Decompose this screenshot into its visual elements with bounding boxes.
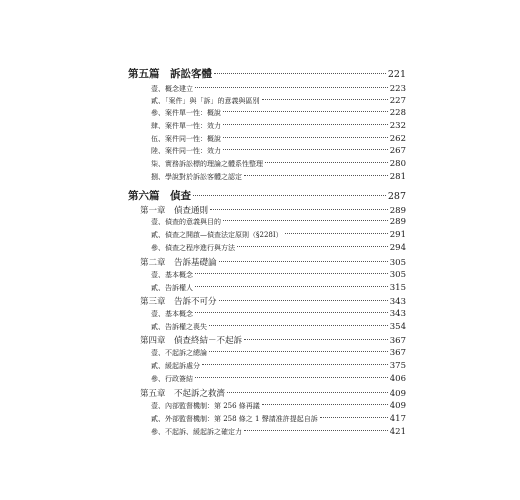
toc-page-number: 305 bbox=[389, 258, 406, 268]
dot-leader bbox=[227, 392, 388, 393]
toc-section-title: 貳、告訴權人 bbox=[151, 284, 193, 292]
dot-leader bbox=[244, 175, 388, 176]
toc-page-number: 267 bbox=[389, 146, 406, 156]
dot-leader bbox=[320, 417, 388, 418]
toc-section-title: 參、案件單一性：概說 bbox=[151, 109, 221, 117]
toc-section-title: 參、偵查之程序進行與方法 bbox=[151, 244, 235, 252]
toc-page-number: 406 bbox=[389, 374, 406, 384]
toc-page-number: 223 bbox=[389, 84, 406, 94]
dot-leader bbox=[195, 377, 388, 378]
toc-section-title: 貳、外部監督機制：第 258 條之 1 聲請准許提起自訴 bbox=[151, 415, 318, 423]
toc-section-title: 貳、「案件」與「訴」的意義與區別 bbox=[151, 97, 260, 105]
toc-page-number: 289 bbox=[389, 217, 406, 227]
dot-leader bbox=[219, 300, 388, 301]
toc-section-title: 貳、緩起訴處分 bbox=[151, 362, 200, 370]
toc-section-item[interactable] bbox=[151, 230, 406, 240]
dot-leader bbox=[210, 209, 388, 210]
toc-section-item[interactable] bbox=[151, 427, 406, 437]
toc-chapter-heading[interactable] bbox=[140, 256, 406, 268]
toc-page-number: 227 bbox=[389, 96, 406, 106]
toc-section-item[interactable] bbox=[151, 401, 406, 411]
toc-section-title: 貳、偵查之開啟—偵查法定原則（§228Ⅰ） bbox=[151, 231, 283, 239]
toc-section-title: 陸、案件同一性：效力 bbox=[151, 147, 221, 155]
toc-page-number: 305 bbox=[389, 270, 406, 280]
toc-part-title: 第五篇 訴訟客體 bbox=[128, 68, 212, 80]
toc-page-number: 232 bbox=[389, 121, 406, 131]
toc-section-title: 壹、概念建立 bbox=[151, 85, 193, 93]
toc-section-item[interactable] bbox=[151, 283, 406, 293]
toc-part-title: 第六篇 偵查 bbox=[128, 190, 191, 202]
toc-section-item[interactable] bbox=[151, 146, 406, 156]
toc-section-item[interactable] bbox=[151, 84, 406, 94]
toc-page-number: 294 bbox=[389, 243, 406, 253]
dot-leader bbox=[219, 261, 388, 262]
toc-page-number: 367 bbox=[389, 348, 406, 358]
toc-section-item[interactable] bbox=[151, 322, 406, 332]
toc-page-number: 367 bbox=[389, 336, 406, 346]
toc-page-number: 421 bbox=[389, 427, 406, 437]
toc-chapter-title: 第四章 偵查終結－不起訴 bbox=[140, 336, 243, 346]
dot-leader bbox=[223, 149, 388, 150]
toc-chapter-title: 第五章 不起訴之救濟 bbox=[140, 389, 226, 399]
toc-section-title: 壹、內部監督機制：第 256 條再議 bbox=[151, 402, 260, 410]
toc-section-title: 伍、案件同一性：概說 bbox=[151, 135, 221, 143]
toc-page-number: 289 bbox=[389, 206, 406, 216]
toc-page-number: 375 bbox=[389, 361, 406, 371]
toc-chapter-heading[interactable] bbox=[140, 387, 406, 399]
toc-section-item[interactable] bbox=[151, 96, 406, 106]
toc-section-item[interactable] bbox=[151, 309, 406, 319]
dot-leader bbox=[223, 137, 388, 138]
toc-section-item[interactable] bbox=[151, 348, 406, 358]
dot-leader bbox=[195, 273, 388, 274]
toc-section-item[interactable] bbox=[151, 121, 406, 131]
dot-leader bbox=[262, 404, 388, 405]
toc-chapter-title: 第二章 告訴基礎論 bbox=[140, 258, 217, 268]
toc-page-number: 221 bbox=[387, 69, 406, 80]
toc-page-number: 409 bbox=[389, 389, 406, 399]
toc-page-number: 228 bbox=[389, 108, 406, 118]
toc-page-number: 291 bbox=[389, 230, 406, 240]
toc-section-item[interactable] bbox=[151, 172, 406, 182]
toc-page-number: 315 bbox=[389, 283, 406, 293]
dot-leader bbox=[265, 162, 388, 163]
toc-section-title: 壹、基本概念 bbox=[151, 310, 193, 318]
toc-page-number: 417 bbox=[389, 414, 406, 424]
toc-section-item[interactable] bbox=[151, 134, 406, 144]
dot-leader bbox=[195, 312, 388, 313]
toc-section-title: 壹、不起訴之總論 bbox=[151, 349, 207, 357]
toc-chapter-title: 第一章 偵查通則 bbox=[140, 206, 209, 216]
toc-page-number: 409 bbox=[389, 401, 406, 411]
toc-page-number: 343 bbox=[389, 297, 406, 307]
toc-part-heading[interactable] bbox=[128, 188, 406, 203]
toc-section-title: 貳、告訴權之喪失 bbox=[151, 323, 207, 331]
dot-leader bbox=[214, 73, 386, 74]
dot-leader bbox=[195, 286, 388, 287]
toc-section-item[interactable] bbox=[151, 243, 406, 253]
toc-chapter-heading[interactable] bbox=[140, 295, 406, 307]
toc-page-number: 280 bbox=[389, 159, 406, 169]
toc-section-title: 捌、學說對於訴訟客體之認定 bbox=[151, 173, 242, 181]
toc-page-number: 354 bbox=[389, 322, 406, 332]
dot-leader bbox=[195, 87, 388, 88]
dot-leader bbox=[209, 325, 388, 326]
toc-page-number: 343 bbox=[389, 309, 406, 319]
toc-section-item[interactable] bbox=[151, 108, 406, 118]
dot-leader bbox=[202, 364, 388, 365]
toc-section-item[interactable] bbox=[151, 361, 406, 371]
toc-section-item[interactable] bbox=[151, 374, 406, 384]
toc-section-item[interactable] bbox=[151, 217, 406, 227]
dot-leader bbox=[262, 99, 388, 100]
toc-chapter-heading[interactable] bbox=[140, 204, 406, 216]
dot-leader bbox=[223, 124, 388, 125]
toc-section-item[interactable] bbox=[151, 159, 406, 169]
dot-leader bbox=[244, 339, 388, 340]
toc-part-heading[interactable] bbox=[128, 66, 406, 81]
toc-section-title: 參、行政簽結 bbox=[151, 375, 193, 383]
toc-page-number: 262 bbox=[389, 134, 406, 144]
dot-leader bbox=[223, 111, 388, 112]
toc-section-item[interactable] bbox=[151, 270, 406, 280]
toc-section-title: 肆、案件單一性：效力 bbox=[151, 122, 221, 130]
toc-chapter-heading[interactable] bbox=[140, 334, 406, 346]
toc-section-title: 壹、偵查的意義與目的 bbox=[151, 218, 221, 226]
dot-leader bbox=[285, 233, 388, 234]
toc-section-item[interactable] bbox=[151, 414, 406, 424]
dot-leader bbox=[193, 195, 386, 196]
toc-section-title: 壹、基本概念 bbox=[151, 271, 193, 279]
toc-section-title: 參、不起訴、緩起訴之確定力 bbox=[151, 428, 242, 436]
dot-leader bbox=[244, 430, 388, 431]
toc-section-title: 柒、實務訴訟標的理論之體系性整理 bbox=[151, 160, 263, 168]
dot-leader bbox=[209, 351, 388, 352]
toc-page-number: 281 bbox=[389, 172, 406, 182]
toc-chapter-title: 第三章 告訴不可分 bbox=[140, 297, 217, 307]
toc-page-number: 287 bbox=[387, 191, 406, 202]
dot-leader bbox=[223, 220, 388, 221]
dot-leader bbox=[237, 246, 388, 247]
